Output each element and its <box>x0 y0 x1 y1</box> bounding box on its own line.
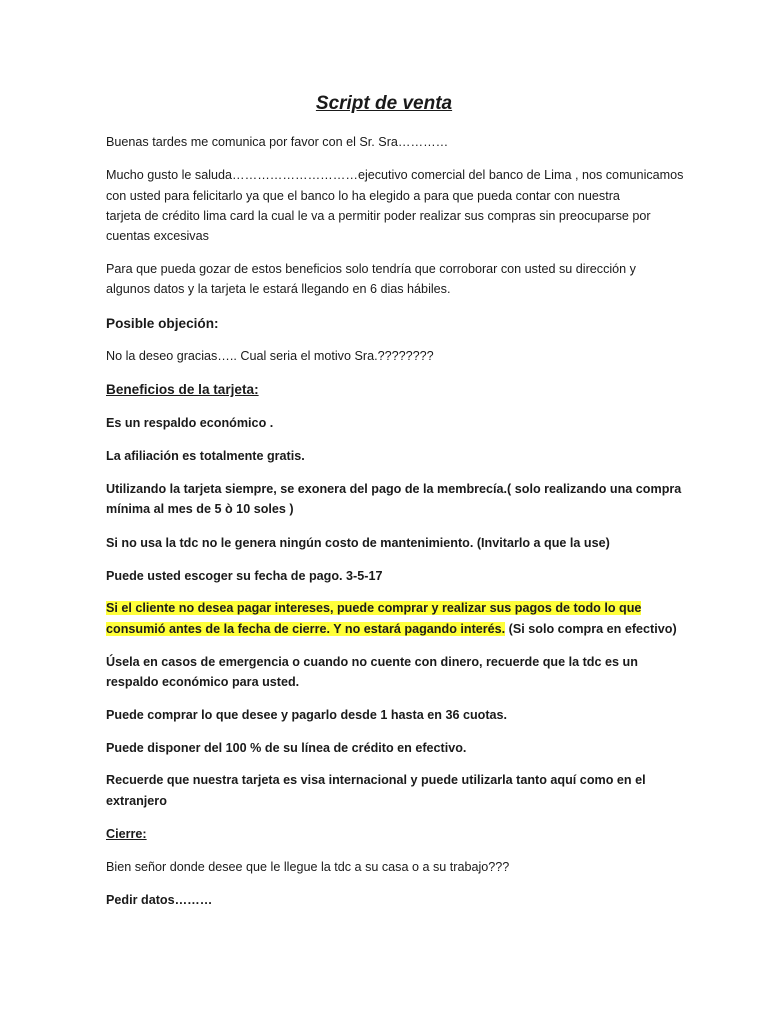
benefit-item-2: La afiliación es totalmente gratis. <box>106 449 305 463</box>
benefit-item-1: Es un respaldo económico . <box>106 416 274 430</box>
closing-request: Pedir datos……… <box>106 893 213 907</box>
benefit-item-6-note: (Si solo compra en efectivo) <box>505 622 677 636</box>
benefit-item-3-line-2: mínima al mes de 5 ò 10 soles ) <box>106 502 294 516</box>
benefit-item-6-line-2 <box>106 619 677 640</box>
benefit-item-3-line-1: Utilizando la tarjeta siempre, se exonera del pago de la membrecía.( solo realizando una compra <box>106 482 682 496</box>
benefit-item-10-line-2: extranjero <box>106 794 167 808</box>
benefit-item-10-line-1: Recuerde que nuestra tarjeta es visa internacional y puede utilizarla tanto aquí como en el <box>106 773 646 787</box>
benefit-item-7-line-2: respaldo económico para usted. <box>106 675 300 689</box>
presentation-line-3: tarjeta de crédito lima card la cual le va a permitir poder realizar sus compras sin preocuparse por <box>106 209 651 223</box>
benefit-item-5: Puede usted escoger su fecha de pago. 3-5-17 <box>106 569 383 583</box>
benefits-heading: Beneficios de la tarjeta: <box>106 382 259 397</box>
closing-question: Bien señor donde desee que le llegue la tdc a su casa o a su trabajo??? <box>106 860 510 874</box>
presentation-line-2: con usted para felicitarlo ya que el banco lo ha elegido a para que pueda contar con nuestra <box>106 189 620 203</box>
benefit-item-7-line-1: Úsela en casos de emergencia o cuando no cuente con dinero, recuerde que la tdc es un <box>106 655 638 669</box>
presentation-line-4: cuentas excesivas <box>106 229 209 243</box>
closing-heading: Cierre: <box>106 827 147 841</box>
greeting-line: Buenas tardes me comunica por favor con el Sr. Sra………… <box>106 135 449 149</box>
highlighted-text: consumió antes de la fecha de cierre. Y no estará pagando interés. <box>106 622 506 636</box>
presentation-line-1: Mucho gusto le saluda…………………………ejecutivo comercial del banco de Lima , nos comunicamos <box>106 168 684 182</box>
objection-text: No la deseo gracias….. Cual seria el motivo Sra.???????? <box>106 349 434 363</box>
objection-heading: Posible objeción: <box>106 316 219 331</box>
benefit-item-9: Puede disponer del 100 % de su línea de crédito en efectivo. <box>106 741 467 755</box>
highlighted-text: Si el cliente no desea pagar intereses, puede comprar y realizar sus pagos de todo lo que <box>106 601 642 615</box>
benefit-item-4: Si no usa la tdc no le genera ningún costo de mantenimiento. (Invitarlo a que la use) <box>106 536 610 550</box>
benefits-access-line-1: Para que pueda gozar de estos beneficios solo tendría que corroborar con usted su dirección y <box>106 262 636 276</box>
document-title: Script de venta <box>315 93 453 114</box>
benefits-access-line-2: algunos datos y la tarjeta le estará llegando en 6 dias hábiles. <box>106 282 451 296</box>
benefit-item-6-line-1 <box>106 598 666 619</box>
benefit-item-8: Puede comprar lo que desee y pagarlo desde 1 hasta en 36 cuotas. <box>106 708 508 722</box>
